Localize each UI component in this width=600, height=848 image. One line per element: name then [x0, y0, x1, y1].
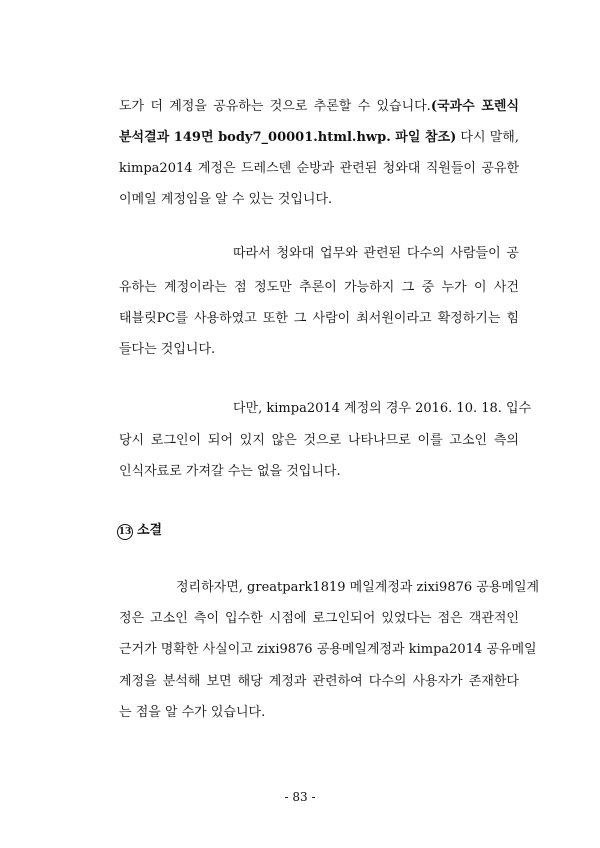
- p1-line2-text: 다시 말해,: [456, 130, 519, 145]
- p1-line1-bold: (국과수 포렌식: [430, 99, 520, 114]
- paragraph3-line1: 다만, kimpa2014 계정의 경우 2016. 10. 18. 입수: [233, 401, 532, 416]
- paragraph4-line5: 는 점을 알 수가 있습니다.: [119, 705, 266, 720]
- section-number-badge: 13: [117, 524, 133, 540]
- paragraph1-line2: [119, 129, 519, 146]
- section-heading: [117, 519, 162, 540]
- page-number: - 83 -: [284, 790, 316, 804]
- section-title: 소결: [137, 523, 163, 538]
- paragraph3-line2: 당시 로그인이 되어 있지 않은 것으로 나타나므로 이를 고소인 측의: [119, 433, 519, 448]
- paragraph3-line3: 인식자료로 가져갈 수는 없을 것입니다.: [119, 464, 341, 479]
- paragraph2-line3: 태블릿PC를 사용하였고 또한 그 사람이 최서원이라고 확정하기는 힘: [119, 311, 519, 326]
- paragraph4-line1: 정리하자면, greatpark1819 메일계정과 zixi9876 공용메일계: [176, 580, 540, 595]
- paragraph1-line3: kimpa2014 계정은 드레스덴 순방과 관련된 청와대 직원들이 공유한: [119, 161, 519, 176]
- paragraph2-line1: 따라서 청와대 업무와 관련된 다수의 사람들이 공: [233, 246, 519, 261]
- paragraph1-line4: 이메일 계정임을 알 수 있는 것입니다.: [119, 192, 333, 207]
- paragraph4-line3: 근거가 명확한 사실이고 zixi9876 공용메일계정과 kimpa2014 공유메일: [119, 642, 537, 657]
- paragraph2-line4: 들다는 것입니다.: [119, 342, 216, 357]
- p1-line2-bold: 분석결과 149면 body7_00001.html.hwp. 파일 참조): [119, 130, 457, 145]
- paragraph4-line4: 계정을 분석해 보면 해당 계정과 관련하여 다수의 사용자가 존재한다: [119, 674, 519, 689]
- paragraph2-line2: 유하는 계정이라는 점 정도만 추론이 가능하지 그 중 누가 이 사건: [119, 280, 519, 295]
- p1-line1-text: 도가 더 계정을 공유하는 것으로 추론할 수 있습니다.: [119, 99, 431, 114]
- paragraph4-line2: 정은 고소인 측이 입수한 시점에 로그인되어 있었다는 점은 객관적인: [119, 611, 519, 626]
- paragraph1-line1: [119, 98, 519, 115]
